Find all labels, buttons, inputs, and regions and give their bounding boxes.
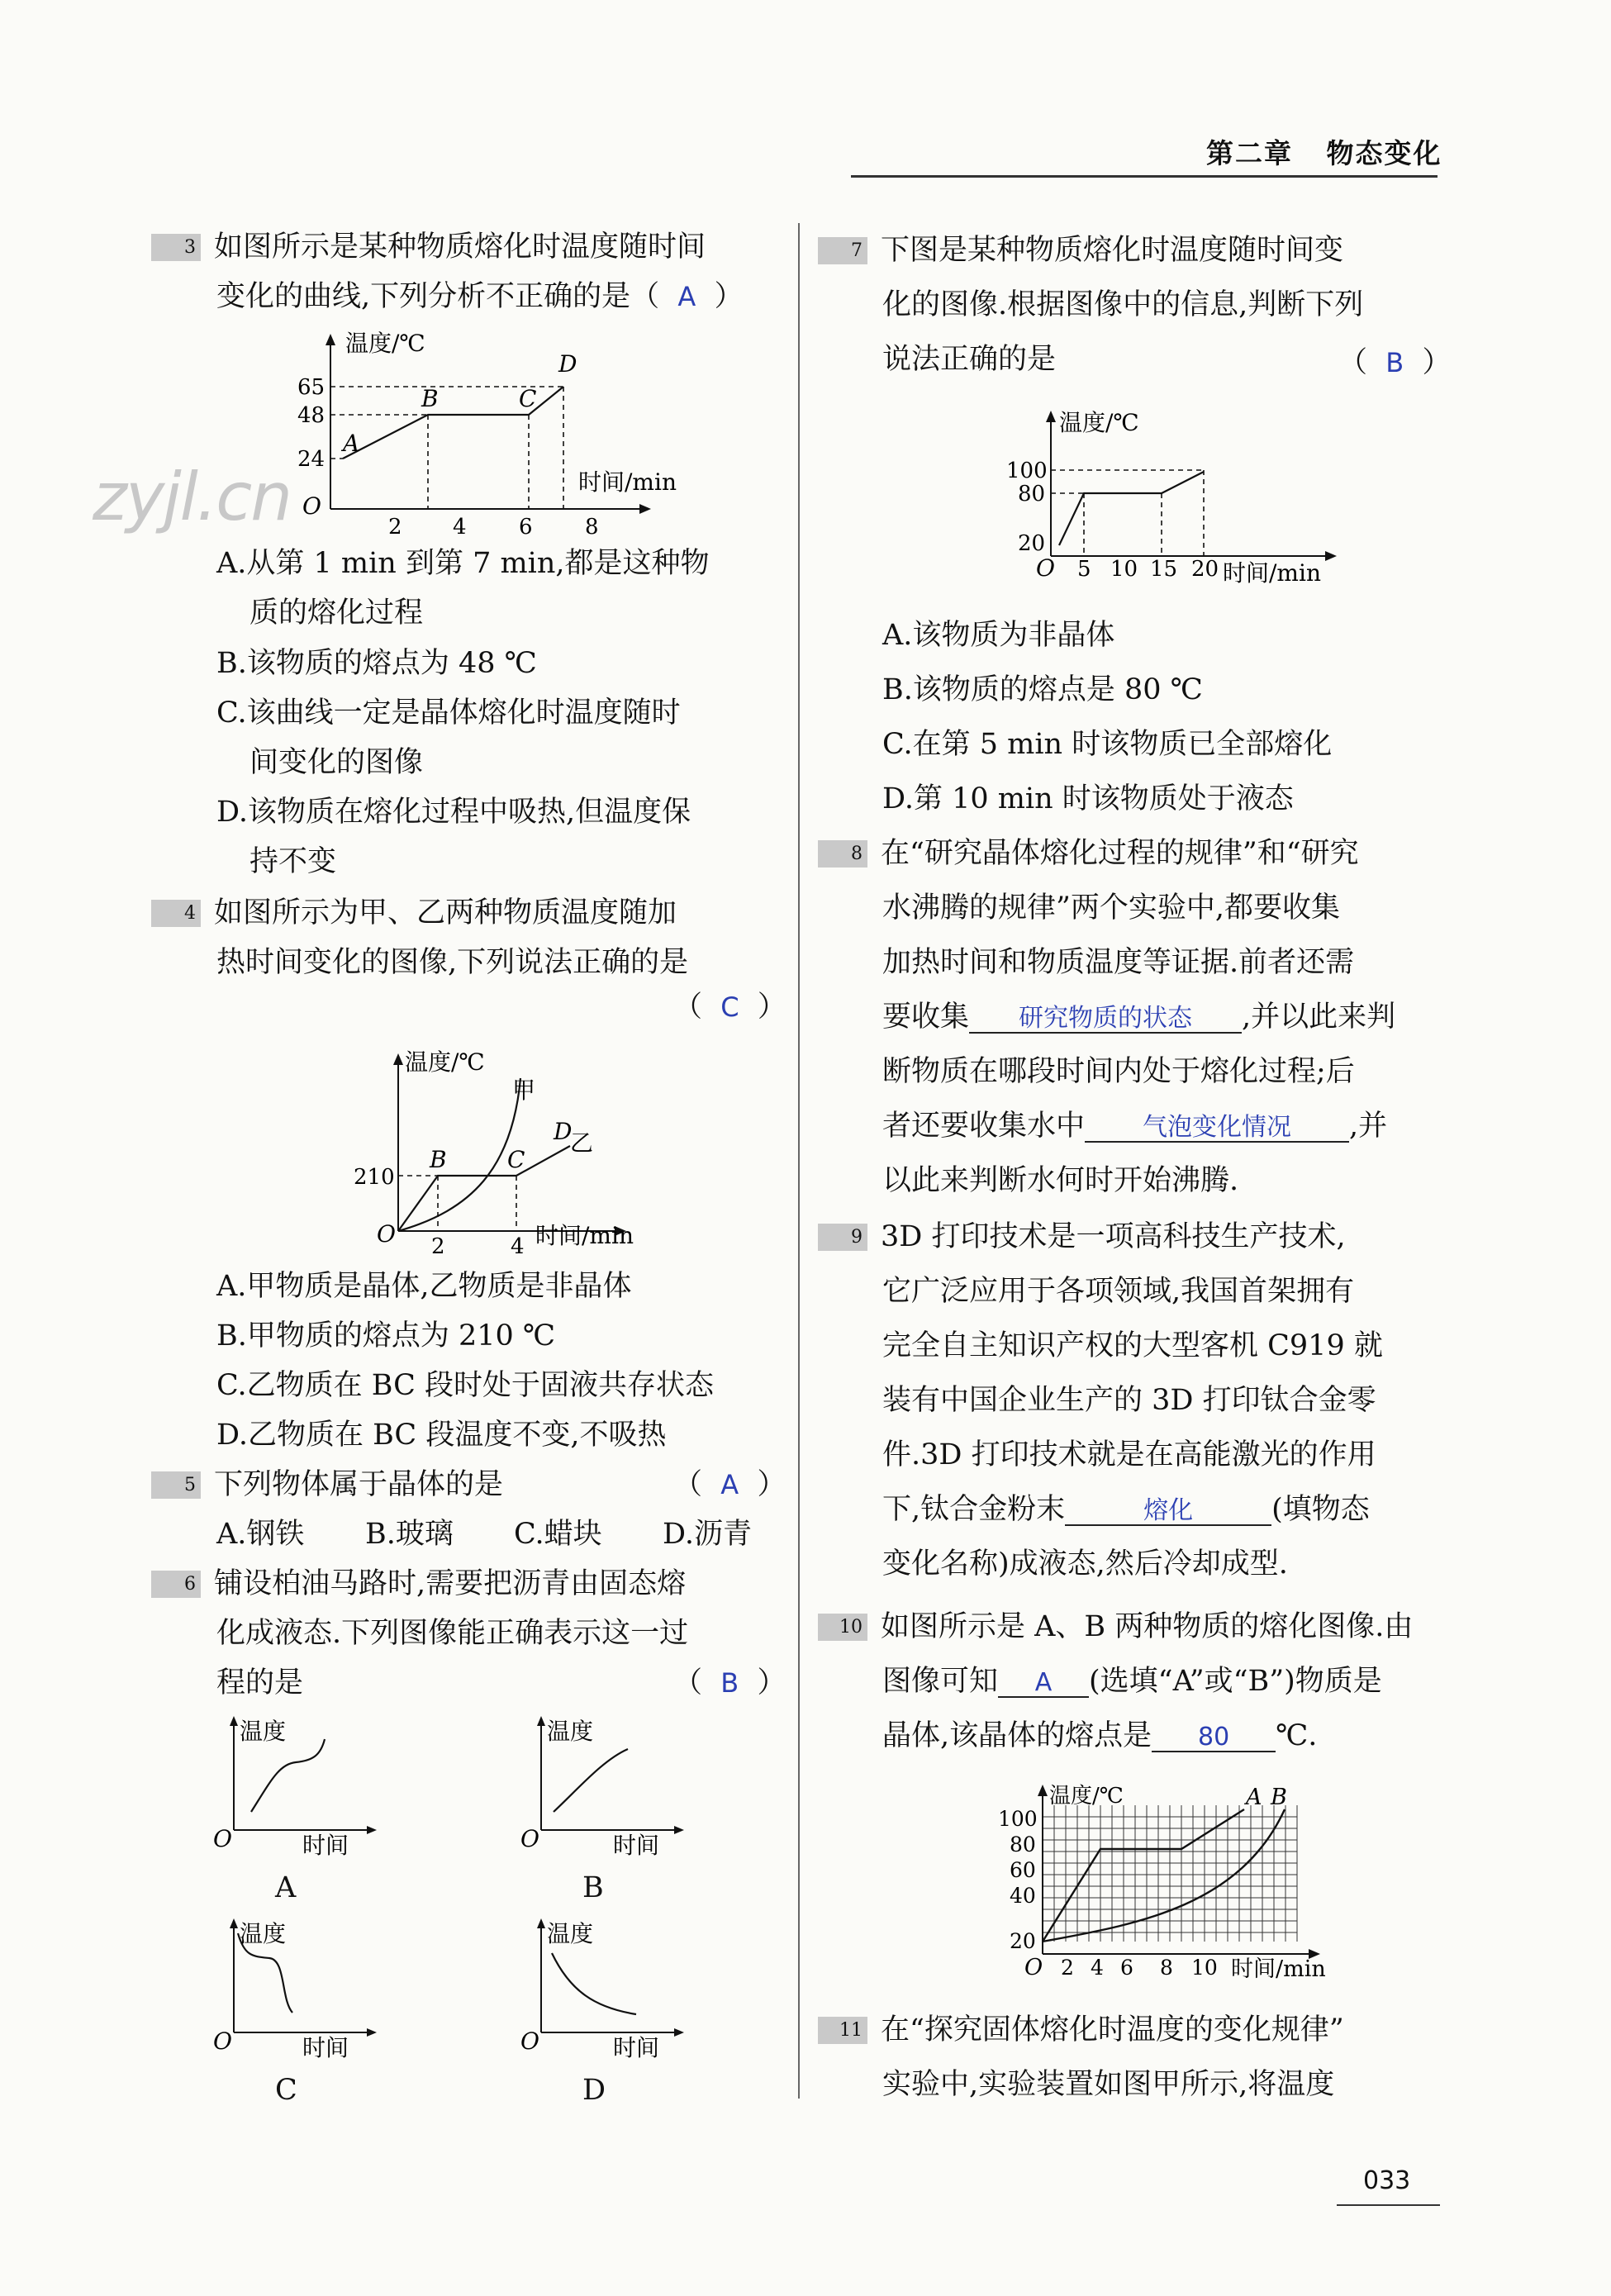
q3-ytick: 24: [297, 447, 326, 472]
q4-answer: C: [720, 991, 739, 1023]
q7-graph: [1000, 409, 1347, 591]
q3-ylabel: 温度/℃: [345, 330, 425, 357]
q3-point-label: D: [558, 350, 577, 378]
q4-option-b: B.甲物质的熔点为 210 ℃: [216, 1319, 556, 1352]
q4-option-a: A.甲物质是晶体,乙物质是非晶体: [216, 1270, 632, 1303]
q10-graph: [991, 1776, 1355, 1991]
q10-ytick: 60: [1010, 1858, 1036, 1882]
watermark: zyjl.cn: [93, 459, 291, 535]
q3-option-d: D.该物质在熔化过程中吸热,但温度保: [216, 796, 691, 829]
q10-xtick: 6: [1120, 1956, 1133, 1980]
q3-option-c-cont: 间变化的图像: [249, 746, 424, 779]
q10-ylabel: 温度/℃: [1049, 1784, 1124, 1809]
q5-answer: A: [720, 1469, 739, 1500]
q8-line4: 要收集 研究物质的状态 ,并以此来判: [882, 1001, 1396, 1034]
header-rule: [851, 175, 1438, 178]
q3-stem-line2: 变化的曲线,下列分析不正确的是（ A ）: [216, 280, 744, 313]
q10-ytick: 20: [1010, 1929, 1036, 1953]
q4-stem-line1: 4 如图所示为甲、乙两种物质温度随加: [151, 899, 677, 928]
q8-line6: 者还要收集水中 气泡变化情况 ,并: [882, 1110, 1388, 1143]
q10-ytick: 100: [998, 1807, 1038, 1831]
q4-point-label: D: [554, 1118, 573, 1145]
q3-point-label: A: [343, 430, 360, 457]
q9-line5: 件.3D 打印技术就是在高能激光的作用: [882, 1438, 1376, 1471]
q5-option-c: C.蜡块: [514, 1518, 602, 1551]
q8-line3: 加热时间和物质温度等证据.前者还需: [882, 946, 1355, 979]
q6-stem-line1: 6 铺设柏油马路时,需要把沥青由固态熔: [151, 1570, 686, 1599]
q6-caption-d: D: [582, 2074, 606, 2107]
q3-stem-line1: 3 如图所示是某种物质熔化时温度随时间: [151, 233, 706, 262]
q4-option-c: C.乙物质在 BC 段时处于固液共存状态: [216, 1369, 715, 1402]
q7-xtick: 10: [1110, 557, 1138, 582]
q3-origin: O: [302, 492, 321, 520]
q6-c-xlabel: 时间: [302, 2034, 349, 2061]
q3-xtick: 4: [453, 515, 467, 540]
q3-answer: A: [677, 281, 696, 312]
q3-point-label: B: [421, 385, 439, 412]
q6-b-origin: O: [520, 1825, 539, 1852]
column-divider: [798, 223, 800, 2099]
q4-stem-line2: 热时间变化的图像,下列说法正确的是: [216, 946, 689, 979]
q3-option-d-cont: 持不变: [249, 845, 337, 878]
q10-origin: O: [1024, 1955, 1043, 1980]
q6-number: 6: [151, 1571, 201, 1598]
q11-number: 11: [818, 2017, 867, 2044]
q6-a-origin: O: [213, 1825, 232, 1852]
q3-ytick: 48: [297, 403, 326, 428]
q6-d-ylabel: 温度: [547, 1920, 594, 1947]
q3-graph: [297, 330, 677, 540]
q7-option-d: D.第 10 min 时该物质处于液态: [882, 782, 1294, 815]
q7-ytick: 80: [1018, 482, 1046, 506]
q7-xtick: 15: [1150, 557, 1178, 582]
q3-number: 3: [151, 234, 201, 261]
q6-a-xlabel: 时间: [302, 1832, 349, 1859]
q4-xlabel: 时间/min: [535, 1222, 634, 1249]
q4-xtick: 2: [431, 1234, 445, 1259]
q4-graph: [347, 1045, 644, 1259]
q3-option-c: C.该曲线一定是晶体熔化时温度随时: [216, 696, 681, 730]
q7-ytick: 100: [1006, 459, 1048, 483]
q3-xlabel: 时间/min: [578, 468, 677, 496]
q10-xtick: 4: [1091, 1956, 1104, 1980]
q7-xtick: 5: [1077, 557, 1091, 582]
q6-graph-d: [520, 1917, 686, 2061]
q3-point-label: C: [519, 385, 537, 412]
q9-line7: 变化名称)成液态,然后冷却成型.: [882, 1547, 1288, 1581]
q9-line6: 下,钛合金粉末 熔化 (填物态: [882, 1493, 1370, 1526]
q5-option-d: D.沥青: [663, 1518, 752, 1551]
q7-stem-line2: 化的图像.根据图像中的信息,判断下列: [882, 288, 1364, 321]
q10-grid: [1043, 1805, 1297, 1942]
q10-line3: 晶体,该晶体的熔点是 80 ℃.: [882, 1719, 1318, 1752]
q6-b-ylabel: 温度: [547, 1718, 594, 1745]
q6-graph-a: [213, 1714, 378, 1859]
q6-caption-a: A: [275, 1871, 297, 1904]
q9-line3: 完全自主知识产权的大型客机 C919 就: [882, 1329, 1383, 1362]
q4-ytick: 210: [354, 1165, 395, 1190]
q10-blank2-answer: 80: [1198, 1723, 1230, 1752]
q6-stem-line3: 程的是: [216, 1666, 304, 1699]
q5-answer-bracket: （ A ）: [673, 1468, 786, 1501]
q9-line4: 装有中国企业生产的 3D 打印钛合金零: [882, 1384, 1376, 1417]
q7-stem-line3: 说法正确的是: [882, 343, 1057, 376]
q4-ylabel: 温度/℃: [405, 1048, 485, 1076]
q10-blank1-answer: A: [1034, 1668, 1053, 1697]
q6-caption-b: B: [582, 1871, 604, 1904]
q9-line2: 它广泛应用于各项领域,我国首架拥有: [882, 1275, 1355, 1308]
q3-option-a-cont: 质的熔化过程: [249, 597, 424, 630]
q7-option-a: A.该物质为非晶体: [882, 619, 1115, 652]
q4-option-d: D.乙物质在 BC 段温度不变,不吸热: [216, 1419, 667, 1452]
q5-option-b: B.玻璃: [365, 1518, 454, 1551]
q7-ytick: 20: [1018, 531, 1046, 556]
q10-xlabel: 时间/min: [1231, 1956, 1326, 1982]
q10-xtick: 2: [1061, 1956, 1074, 1980]
q5-option-a: A.钢铁: [216, 1518, 305, 1551]
q7-stem-line1: 7 下图是某种物质熔化时温度随时间变: [818, 236, 1343, 265]
q11-line2: 实验中,实验装置如图甲所示,将温度: [882, 2068, 1335, 2101]
q6-graph-b: [520, 1714, 686, 1859]
q7-ylabel: 温度/℃: [1059, 409, 1139, 436]
q6-d-xlabel: 时间: [613, 2034, 660, 2061]
q6-d-origin: O: [520, 2027, 539, 2055]
q4-point-label: C: [507, 1146, 525, 1173]
q8-line1: 8 在“研究晶体熔化过程的规律”和“研究: [818, 839, 1359, 868]
q10-xtick: 10: [1191, 1956, 1218, 1980]
q7-origin: O: [1036, 554, 1055, 582]
q7-number: 7: [818, 237, 867, 264]
q3-xtick: 2: [388, 515, 402, 540]
q6-a-ylabel: 温度: [240, 1718, 287, 1745]
q11-line1: 11 在“探究固体熔化时温度的变化规律”: [818, 2016, 1344, 2045]
q4-curve-yi: 乙: [570, 1129, 594, 1157]
q10-xtick: 8: [1160, 1956, 1173, 1980]
q10-line2: 图像可知 A (选填“A”或“B”)物质是: [882, 1665, 1382, 1698]
q9-blank-answer: 熔化: [1143, 1496, 1194, 1525]
q6-caption-c: C: [275, 2074, 297, 2107]
q8-blank2-answer: 气泡变化情况: [1143, 1113, 1292, 1142]
q3-option-b: B.该物质的熔点为 48 ℃: [216, 647, 537, 680]
q7-xlabel: 时间/min: [1223, 559, 1321, 587]
q10-curve-label-b: B: [1271, 1785, 1287, 1810]
q6-b-xlabel: 时间: [613, 1832, 660, 1859]
q8-line5: 断物质在哪段时间内处于熔化过程;后: [882, 1055, 1355, 1088]
q3-xtick: 8: [585, 515, 599, 540]
q7-option-b: B.该物质的熔点是 80 ℃: [882, 673, 1203, 706]
q10-ytick: 40: [1010, 1884, 1036, 1908]
q8-line7: 以此来判断水何时开始沸腾.: [882, 1164, 1239, 1197]
page-number: 033: [1363, 2166, 1411, 2195]
q6-answer: B: [720, 1667, 739, 1699]
q10-ytick: 80: [1010, 1833, 1036, 1856]
q7-answer: B: [1385, 347, 1404, 378]
q4-curve-jia: 甲: [512, 1077, 536, 1104]
q8-number: 8: [818, 840, 867, 868]
q3-option-a: A.从第 1 min 到第 7 min,都是这种物: [216, 547, 710, 580]
chapter-header: 第二章 物态变化: [1206, 137, 1442, 169]
q7-answer-bracket: （ B ）: [1338, 346, 1452, 379]
q6-c-ylabel: 温度: [240, 1920, 287, 1947]
page-number-rule: [1337, 2204, 1440, 2206]
q10-number: 10: [818, 1614, 867, 1641]
q4-number: 4: [151, 900, 201, 927]
q5-number: 5: [151, 1471, 201, 1499]
q4-origin: O: [377, 1220, 396, 1248]
q9-number: 9: [818, 1224, 867, 1251]
q7-xtick: 20: [1191, 557, 1219, 582]
q3-xtick: 6: [519, 515, 533, 540]
q3-ytick: 65: [297, 375, 326, 400]
q6-stem-line2: 化成液态.下列图像能正确表示这一过: [216, 1617, 689, 1650]
q9-line1: 9 3D 打印技术是一项高科技生产技术,: [818, 1223, 1346, 1252]
q8-blank1-answer: 研究物质的状态: [1019, 1004, 1193, 1033]
q7-option-c: C.在第 5 min 时该物质已全部熔化: [882, 728, 1333, 761]
q4-xtick: 4: [511, 1234, 525, 1259]
q5-stem: 5 下列物体属于晶体的是: [151, 1471, 503, 1500]
q6-graph-c: [213, 1917, 378, 2061]
q6-answer-bracket: （ B ）: [673, 1666, 786, 1699]
q8-line2: 水沸腾的规律”两个实验中,都要收集: [882, 891, 1341, 925]
q6-c-origin: O: [213, 2027, 232, 2055]
q10-curve-label-a: A: [1246, 1785, 1262, 1810]
q4-answer-bracket: （ C ）: [673, 991, 786, 1024]
q4-point-label: B: [430, 1146, 447, 1173]
q10-line1: 10 如图所示是 A、B 两种物质的熔化图像.由: [818, 1613, 1413, 1642]
